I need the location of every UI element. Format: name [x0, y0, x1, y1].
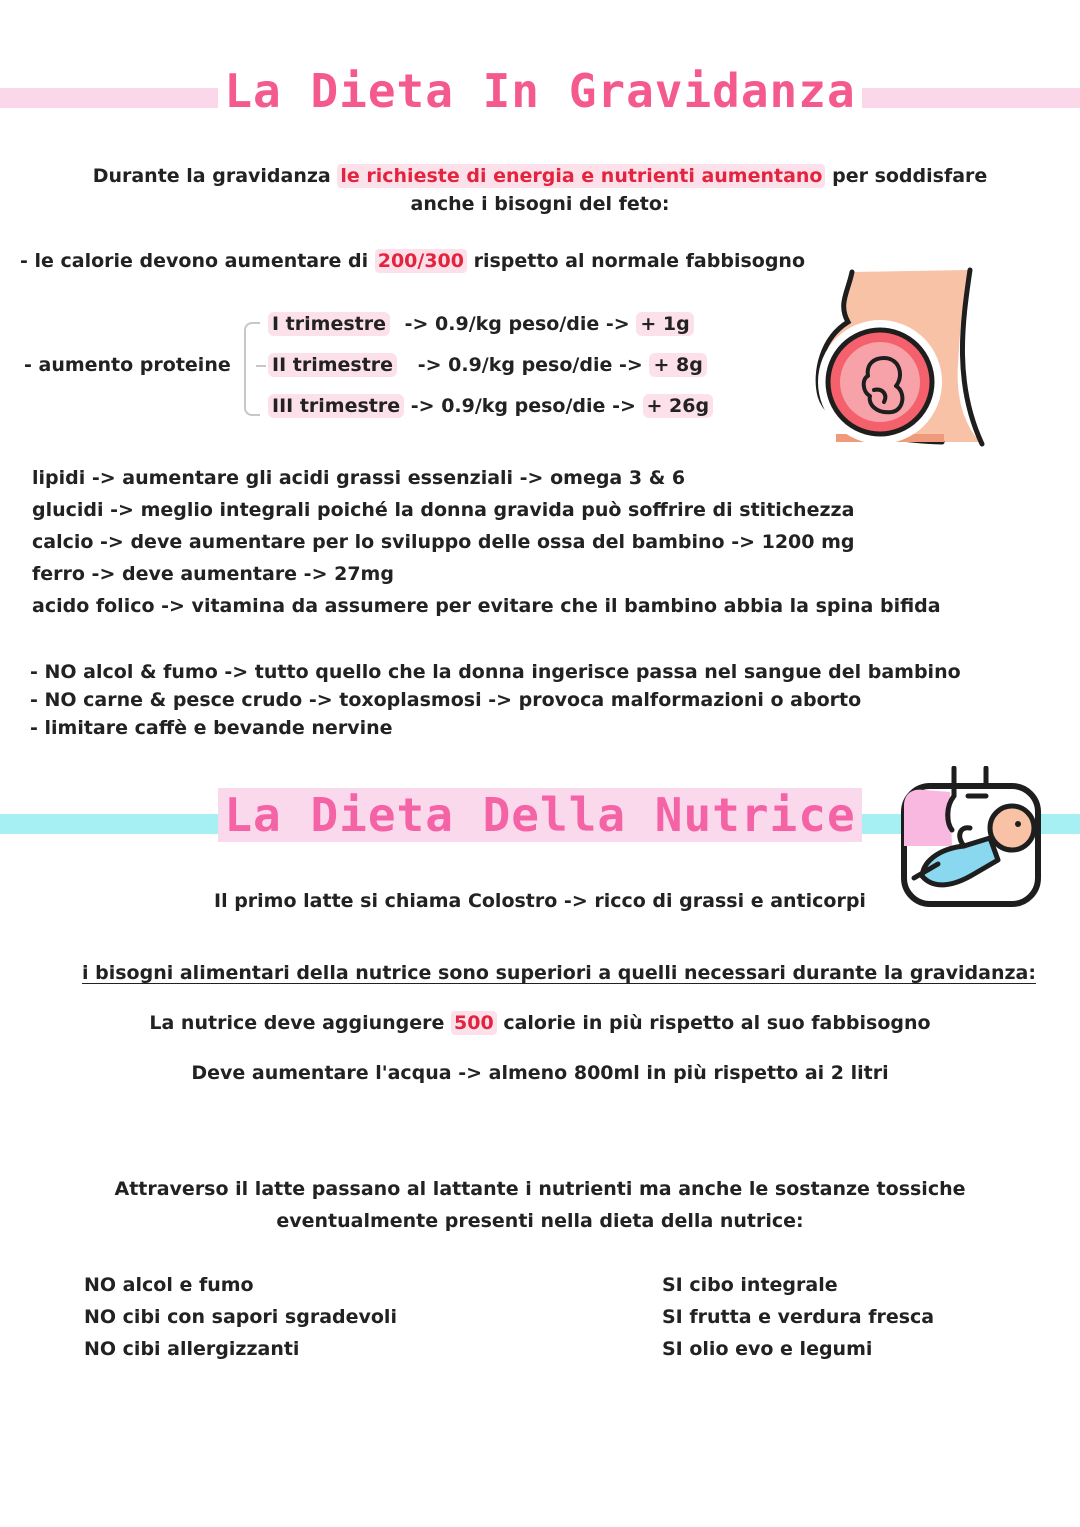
calories-line: La nutrice deve aggiungere 500 calorie in più rispetto al suo fabbisogno	[149, 1012, 931, 1034]
nutrient-lipidi: lipidi -> aumentare gli acidi grassi essenziali -> omega 3 & 6	[32, 467, 686, 489]
section1-title: La Dieta In Gravidanza	[0, 64, 1080, 118]
calorie-line: - le calorie devono aumentare di 200/300 rispetto al normale fabbisogno	[20, 250, 806, 272]
milk-line2: eventualmente presenti nella dieta della nutrice:	[276, 1210, 804, 1232]
water-line: Deve aumentare l'acqua -> almeno 800ml in più rispetto ai 2 litri	[191, 1062, 889, 1084]
rule-alcol: - NO alcol & fumo -> tutto quello che la donna ingerisce passa nel sangue del bambino	[30, 661, 961, 683]
nutrient-acido-folico: acido folico -> vitamina da assumere per evitare che il bambino abbia la spina bifida	[32, 595, 941, 617]
nutrient-calcio: calcio -> deve aumentare per lo sviluppo delle ossa del bambino -> 1200 mg	[32, 531, 855, 553]
rule-caffe: - limitare caffè e bevande nervine	[30, 717, 393, 739]
yes-item-1: SI cibo integrale	[662, 1274, 838, 1296]
no-item-3: NO cibi allergizzanti	[84, 1338, 300, 1360]
yes-item-3: SI olio evo e legumi	[662, 1338, 873, 1360]
intro-line1: Durante la gravidanza le richieste di energia e nutrienti aumentano per soddisfare	[92, 165, 988, 187]
nutrient-glucidi: glucidi -> meglio integrali poiché la donna gravida può soffrire di stitichezza	[32, 499, 855, 521]
rule-carne: - NO carne & pesce crudo -> toxoplasmosi -> provoca malformazioni o aborto	[30, 689, 862, 711]
breastfeeding-icon	[894, 766, 1046, 912]
no-item-1: NO alcol e fumo	[84, 1274, 254, 1296]
yes-item-2: SI frutta e verdura fresca	[662, 1306, 935, 1328]
colostrum-line: Il primo latte si chiama Colostro -> ricco di grassi e anticorpi	[214, 890, 866, 912]
nutrient-ferro: ferro -> deve aumentare -> 27mg	[32, 563, 394, 585]
milk-line1: Attraverso il latte passano al lattante i nutrienti ma anche le sostanze tossiche	[114, 1178, 966, 1200]
intro-highlight: le richieste di energia e nutrienti aumentano	[337, 164, 825, 188]
protein-row-3: III trimestre -> 0.9/kg peso/die -> + 26g	[268, 395, 713, 417]
calorie-value: 200/300	[375, 249, 467, 273]
protein-bracket-tick	[256, 365, 266, 367]
intro-line2: anche i bisogni del feto:	[410, 193, 670, 215]
needs-line: i bisogni alimentari della nutrice sono superiori a quelli necessari durante la gravidanza:	[82, 962, 1036, 984]
no-item-2: NO cibi con sapori sgradevoli	[84, 1306, 397, 1328]
protein-bracket	[244, 322, 260, 416]
section2-title: La Dieta Della Nutrice	[0, 788, 1080, 842]
protein-row-1: I trimestre -> 0.9/kg peso/die -> + 1g	[268, 313, 694, 335]
protein-label: - aumento proteine	[24, 354, 231, 376]
protein-row-2: II trimestre -> 0.9/kg peso/die -> + 8g	[268, 354, 707, 376]
calories-value: 500	[451, 1011, 497, 1035]
pregnant-belly-icon	[812, 264, 992, 456]
